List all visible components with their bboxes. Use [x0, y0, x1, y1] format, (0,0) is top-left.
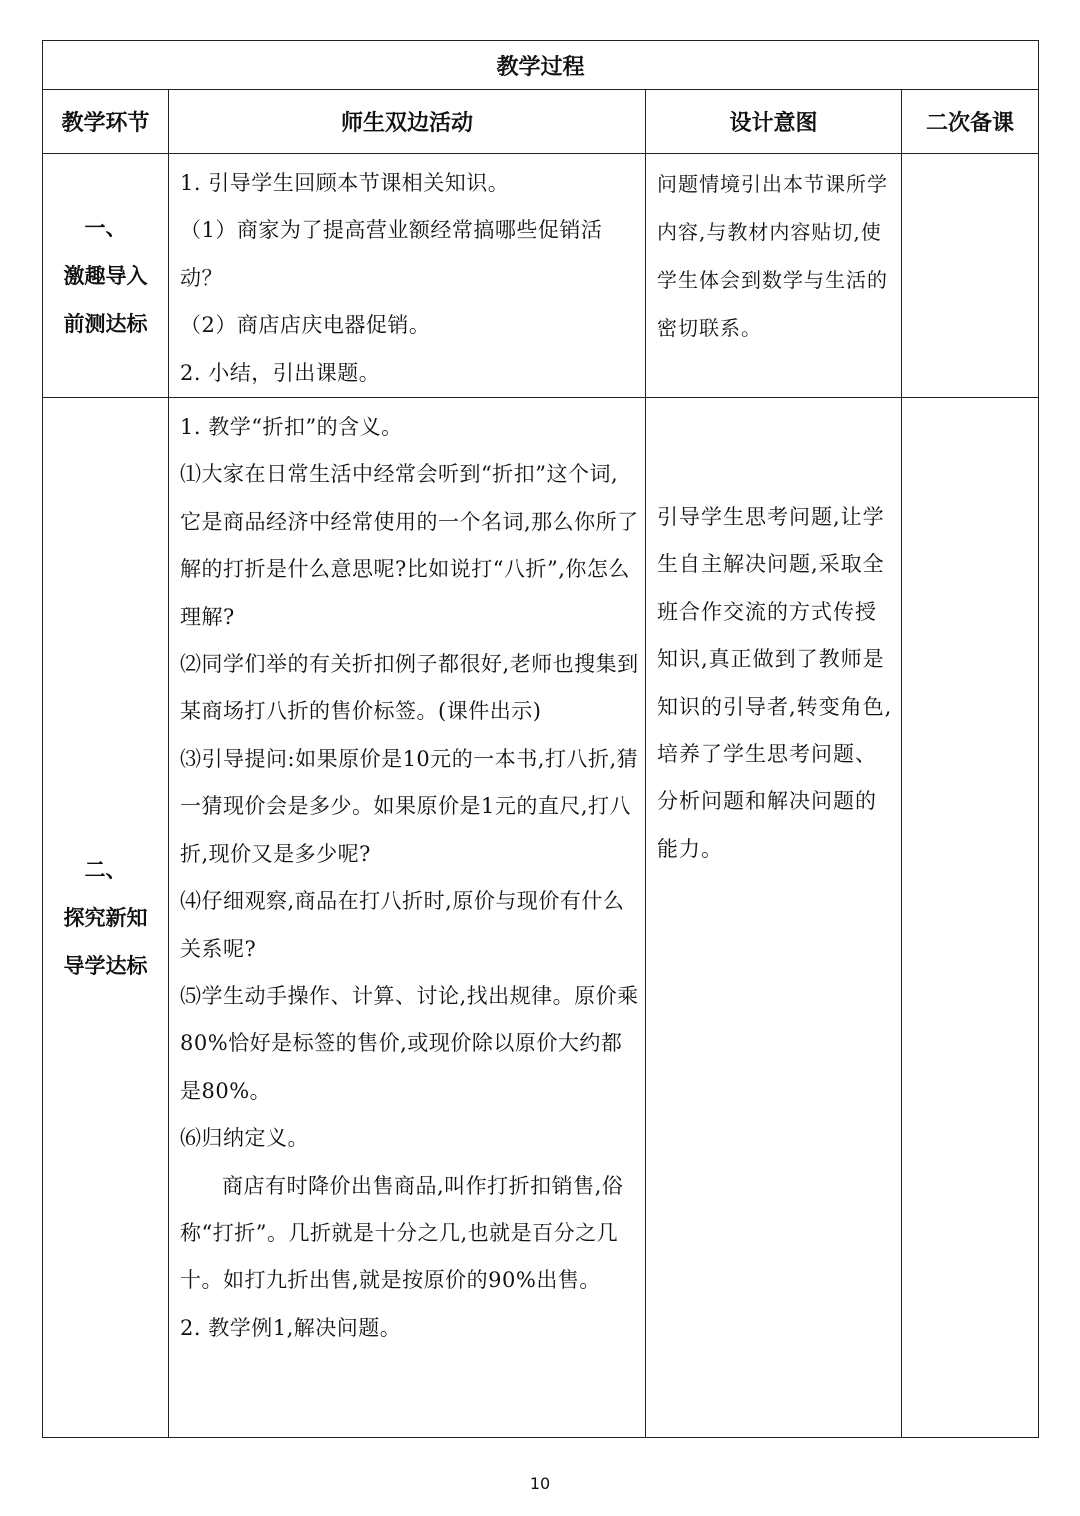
design-intent-text: 引导学生思考问题,让学生自主解决问题,采取全班合作交流的方式传授知识,真正做到了教师是知识的引导者,转变角色,培养了学生思考问题、分析问题和解决问题的能力。	[657, 505, 893, 861]
activity-paragraph: （2）商店店庆电器促销。	[180, 313, 431, 338]
stage-name-line: 探究新知	[63, 905, 148, 930]
table-title-row	[43, 41, 1039, 90]
design-intent-text: 问题情境引出本节课所学内容,与教材内容贴切,使学生体会到数学与生活的密切联系。	[657, 172, 888, 340]
second-prep-cell	[902, 398, 1039, 1438]
stage-cell	[43, 154, 169, 398]
design-intent-cell	[646, 154, 902, 398]
activity-paragraph: ⑴大家在日常生活中经常会听到“折扣”这个词,它是商品经济中经常使用的一个名词,那么你所了解的打折是什么意思呢?比如说打“八折”,你怎么理解?	[180, 462, 639, 629]
activity-paragraph: ⑵同学们举的有关折扣例子都很好,老师也搜集到某商场打八折的售价标签。(课件出示)	[180, 652, 639, 724]
activity-paragraph: 1. 教学“折扣”的含义。	[180, 415, 403, 440]
activity-paragraph: ⑸学生动手操作、计算、讨论,找出规律。原价乘80%恰好是标签的售价,或现价除以原价大约都是80%。	[180, 983, 639, 1103]
activities-cell	[169, 154, 646, 398]
stage-number: 二、	[84, 857, 127, 882]
header-activities: 师生双边活动	[169, 90, 646, 154]
activity-paragraph: ⑶引导提问:如果原价是10元的一本书,打八折,猜一猜现价会是多少。如果原价是1元的直尺,打八折,现价又是多少呢?	[180, 746, 639, 866]
activity-paragraph: 2. 教学例1,解决问题。	[180, 1315, 402, 1340]
page-number: 10	[529, 1474, 551, 1493]
table-row	[43, 398, 1039, 1438]
table-header-row	[43, 90, 1039, 154]
header-stage: 教学环节	[43, 90, 169, 154]
activity-paragraph: ⑷仔细观察,商品在打八折时,原价与现价有什么关系呢?	[180, 889, 625, 961]
stage-number: 一、	[84, 215, 127, 240]
definition-paragraph: 商店有时降价出售商品,叫作打折扣销售,俗称“打折”。几折就是十分之几,也就是百分之几十。如打九折出售,就是按原价的90%出售。	[180, 1173, 624, 1293]
table-row	[43, 154, 1039, 398]
table-title: 教学过程	[43, 41, 1039, 90]
stage-name-line: 激趣导入	[63, 263, 148, 288]
second-prep-cell	[902, 154, 1039, 398]
activity-paragraph: 1. 引导学生回顾本节课相关知识。	[180, 171, 510, 195]
activity-paragraph: 2. 小结，引出课题。	[180, 360, 381, 385]
header-design-intent: 设计意图	[646, 90, 902, 154]
activities-cell	[169, 398, 646, 1438]
header-second-prep: 二次备课	[902, 90, 1039, 154]
activity-paragraph: （1）商家为了提高营业额经常搞哪些促销活动？	[180, 218, 603, 290]
design-intent-cell	[646, 398, 902, 1438]
stage-name-line: 前测达标	[63, 311, 148, 336]
activity-paragraph: ⑹归纳定义。	[180, 1126, 309, 1151]
stage-name-line: 导学达标	[63, 953, 148, 978]
lesson-process-table	[42, 40, 1039, 1438]
stage-cell	[43, 398, 169, 1438]
